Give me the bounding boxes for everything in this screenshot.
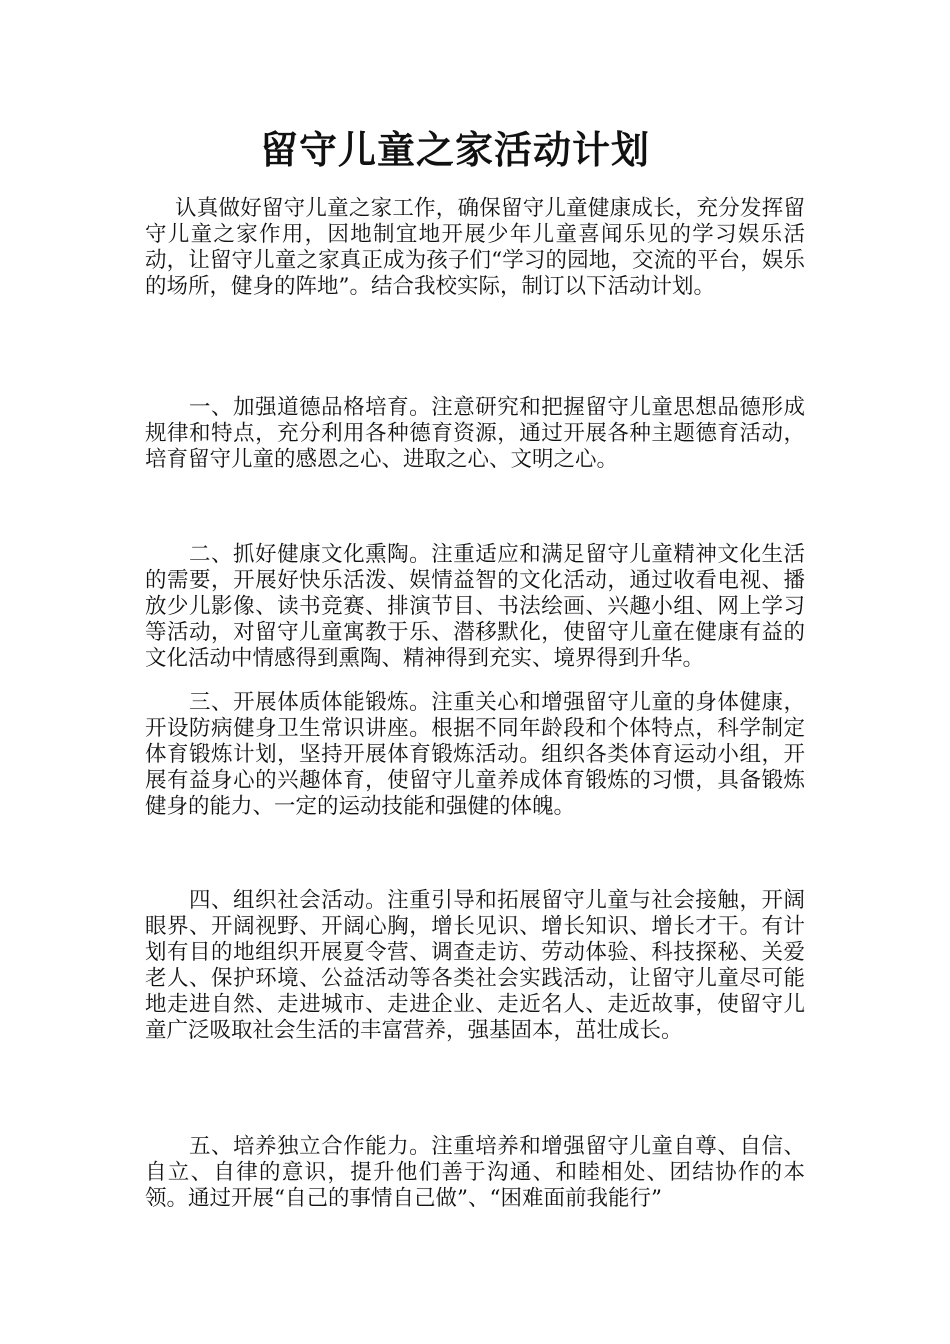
section-paragraph-5: 五、培养独立合作能力。注重培养和增强留守儿童自尊、自信、自立、自律的意识，提升他们善于沟通、和睦相处、团结协作的本领。通过开展“自己的事情自己做”、“困难面前我能行” [145, 1134, 805, 1211]
section-paragraph-4: 四、组织社会活动。注重引导和拓展留守儿童与社会接触，开阔眼界、开阔视野、开阔心胸，增长见识、增长知识、增长才干。有计划有目的地组织开展夏令营、调查走访、劳动体验、科技探秘、关爱老人、保护环境、公益活动等各类社会实践活动，让留守儿童尽可能地走进自然、走进城市、走进企业、走近名人、走近故事，使留守儿童广泛吸取社会生活的丰富营养，强基固本，茁壮成长。 [145, 888, 805, 1043]
intro-paragraph: 认真做好留守儿童之家工作，确保留守儿童健康成长，充分发挥留守儿童之家作用，因地制宜地开展少年儿童喜闻乐见的学习娱乐活动，让留守儿童之家真正成为孩子们“学习的园地，交流的平台，娱乐的场所，健身的阵地”。结合我校实际，制订以下活动计划。 [145, 196, 805, 299]
document-title: 留守儿童之家活动计划 [259, 127, 650, 172]
section-paragraph-1: 一、加强道德品格培育。注意研究和把握留守儿童思想品德形成规律和特点，充分利用各种德育资源，通过开展各种主题德育活动，培育留守儿童的感恩之心、进取之心、文明之心。 [145, 395, 805, 472]
section-paragraph-3: 三、开展体质体能锻炼。注重关心和增强留守儿童的身体健康，开设防病健身卫生常识讲座。根据不同年龄段和个体特点，科学制定体育锻炼计划，坚持开展体育锻炼活动。组织各类体育运动小组，开展有益身心的兴趣体育，使留守儿童养成体育锻炼的习惯，具备锻炼健身的能力、一定的运动技能和强健的体魄。 [145, 690, 805, 819]
section-paragraph-2: 二、抓好健康文化熏陶。注重适应和满足留守儿童精神文化生活的需要，开展好快乐活泼、娱情益智的文化活动，通过收看电视、播放少儿影像、读书竞赛、排演节目、书法绘画、兴趣小组、网上学习等活动，对留守儿童寓教于乐、潜移默化，使留守儿童在健康有益的文化活动中情感得到熏陶、精神得到充实、境界得到升华。 [145, 542, 805, 671]
